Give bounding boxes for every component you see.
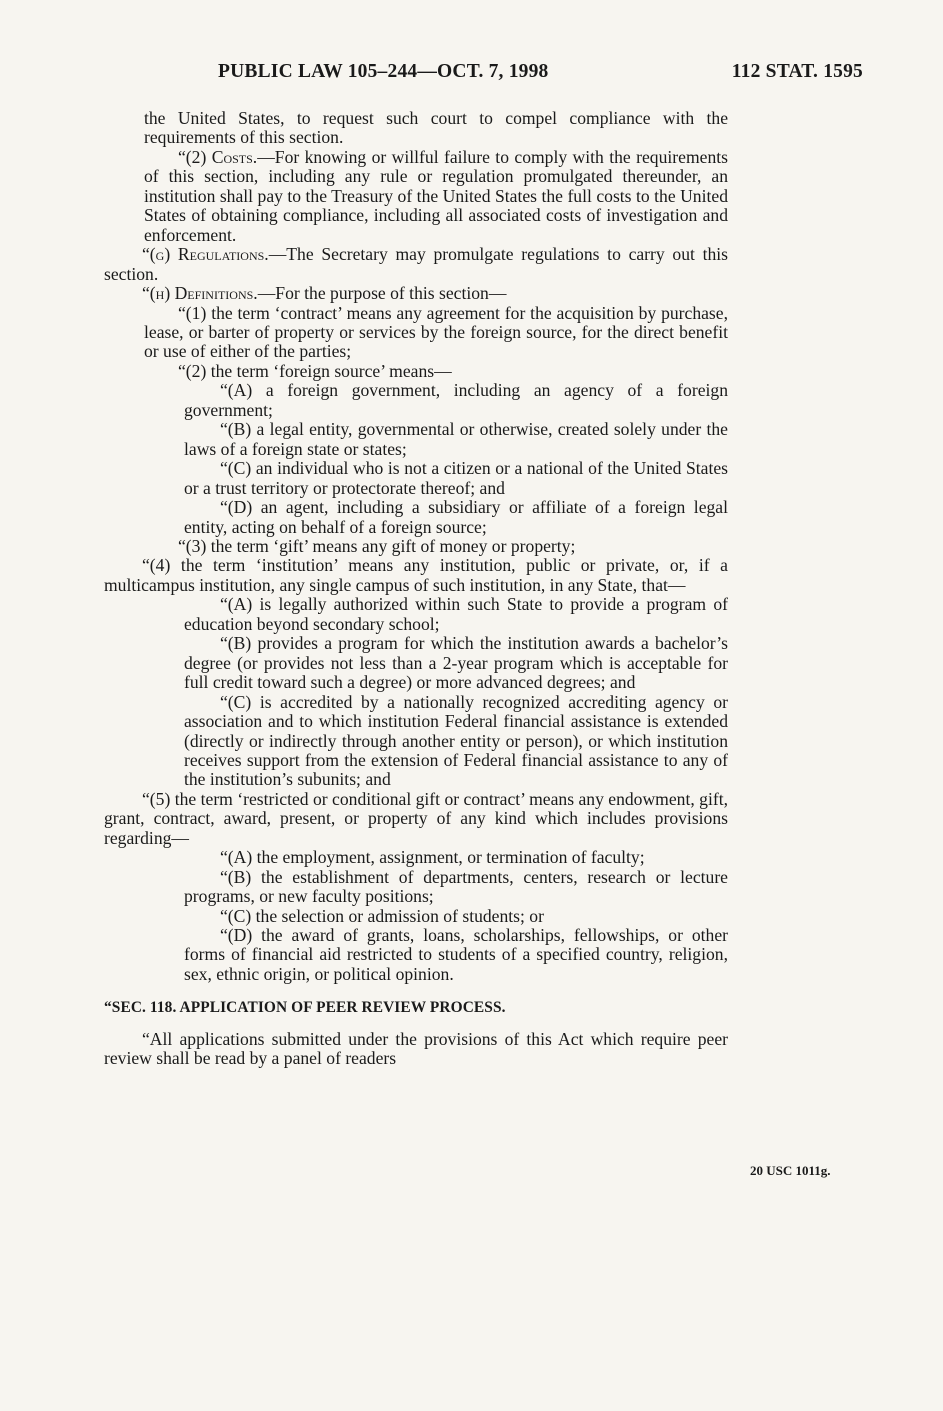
paragraph — [104, 907, 728, 926]
paragraph — [104, 926, 728, 984]
paragraph-text: “(B) a legal entity, governmental or otherwise, created solely under the laws of a foreign state or states; — [184, 419, 728, 459]
paragraph — [104, 537, 728, 556]
header-title: PUBLIC LAW 105–244—OCT. 7, 1998 — [218, 61, 549, 82]
margin-citation: 20 USC 1011g. — [750, 1163, 831, 1178]
paragraph — [104, 790, 728, 848]
paragraph — [104, 304, 728, 362]
paragraph-text: “(5) the term ‘restricted or conditional gift or contract’ means any endowment, gift, grant, contract, award, present, or property of any kind which includes provisions regarding— — [104, 788, 728, 848]
paragraph-text: the United States, to request such court to compel compliance with the requirements of this section. — [144, 108, 728, 148]
paragraph-text: “(C) is accredited by a nationally recognized accrediting agency or association and to which institution Federal financial assistance is extended (directly or indirectly through another entity or person), or which institution receives support from the extension of Federal financial assistance to any of the institution’s subunits; and — [184, 691, 728, 790]
paragraph — [104, 868, 728, 907]
paragraph — [104, 634, 728, 692]
paragraph-text: “(A) a foreign government, including an agency of a foreign government; — [184, 380, 728, 420]
paragraph — [104, 284, 728, 303]
paragraph — [104, 595, 728, 634]
paragraph — [104, 556, 728, 595]
paragraph-text: “(A) the employment, assignment, or termination of faculty; — [220, 847, 645, 868]
body-text — [104, 109, 728, 1069]
paragraph — [104, 498, 728, 537]
paragraph-heading: “(2) Costs. — [178, 146, 258, 167]
paragraph-text: —The Secretary may promulgate regulations to carry out this section. — [104, 244, 729, 284]
paragraph — [104, 245, 728, 284]
paragraph-text: —For knowing or willful failure to comply with the requirements of this section, including any rule or regulation promulgated thereunder, an institution shall pay to the Treasury of the United States the full costs to the United States of obtaining compliance, including all associated costs of investigation and enforcement. — [144, 146, 728, 245]
paragraph — [104, 420, 728, 459]
paragraph-text: “(D) the award of grants, loans, scholarships, fellowships, or other forms of financial aid restricted to students of a specified country, religion, sex, ethnic origin, or political opinion. — [184, 925, 728, 984]
paragraph — [104, 362, 728, 381]
paragraph-heading: “(h) Definitions. — [142, 283, 258, 304]
paragraph — [104, 693, 728, 790]
paragraph-text: “(B) the establishment of departments, centers, research or lecture programs, or new faculty positions; — [184, 866, 728, 907]
paragraph-text: “(D) an agent, including a subsidiary or affiliate of a foreign legal entity, acting on behalf of a foreign source; — [184, 497, 728, 537]
paragraph — [104, 109, 728, 148]
paragraph — [104, 848, 728, 867]
paragraph — [104, 381, 728, 420]
section-heading: “SEC. 118. APPLICATION OF PEER REVIEW PROCESS. — [104, 999, 506, 1017]
paragraph-text: “(C) the selection or admission of students; or — [220, 905, 544, 926]
paragraph-text: “(1) the term ‘contract’ means any agreement for the acquisition by purchase, lease, or barter of property or services by the foreign source, for the direct benefit or use of either of the parties; — [144, 302, 728, 362]
paragraph-text: “(B) provides a program for which the institution awards a bachelor’s degree (or provides not less than a 2-year program which is acceptable for full credit toward such a degree) or more advanced degrees; and — [184, 633, 728, 693]
paragraph-text: “(A) is legally authorized within such State to provide a program of education beyond secondary school; — [184, 594, 728, 634]
paragraph-text: “(C) an individual who is not a citizen or a national of the United States or a trust territory or protectorate thereof; and — [184, 458, 728, 498]
paragraph-text: “(4) the term ‘institution’ means any institution, public or private, or, if a multicampus institution, any single campus of such institution, in any State, that— — [104, 555, 728, 595]
paragraph-heading: “(g) Regulations. — [142, 244, 269, 265]
header-page-number: 112 STAT. 1595 — [731, 61, 863, 82]
page-header — [0, 61, 943, 85]
paragraph-text: “(3) the term ‘gift’ means any gift of money or property; — [178, 535, 576, 556]
paragraph-text: —For the purpose of this section— — [257, 283, 507, 304]
paragraph-text: “(2) the term ‘foreign source’ means— — [178, 360, 452, 381]
section-text: “All applications submitted under the provisions of this Act which require peer review shall be read by a panel of readers — [104, 1028, 728, 1069]
paragraph — [104, 459, 728, 498]
paragraph — [104, 148, 728, 245]
